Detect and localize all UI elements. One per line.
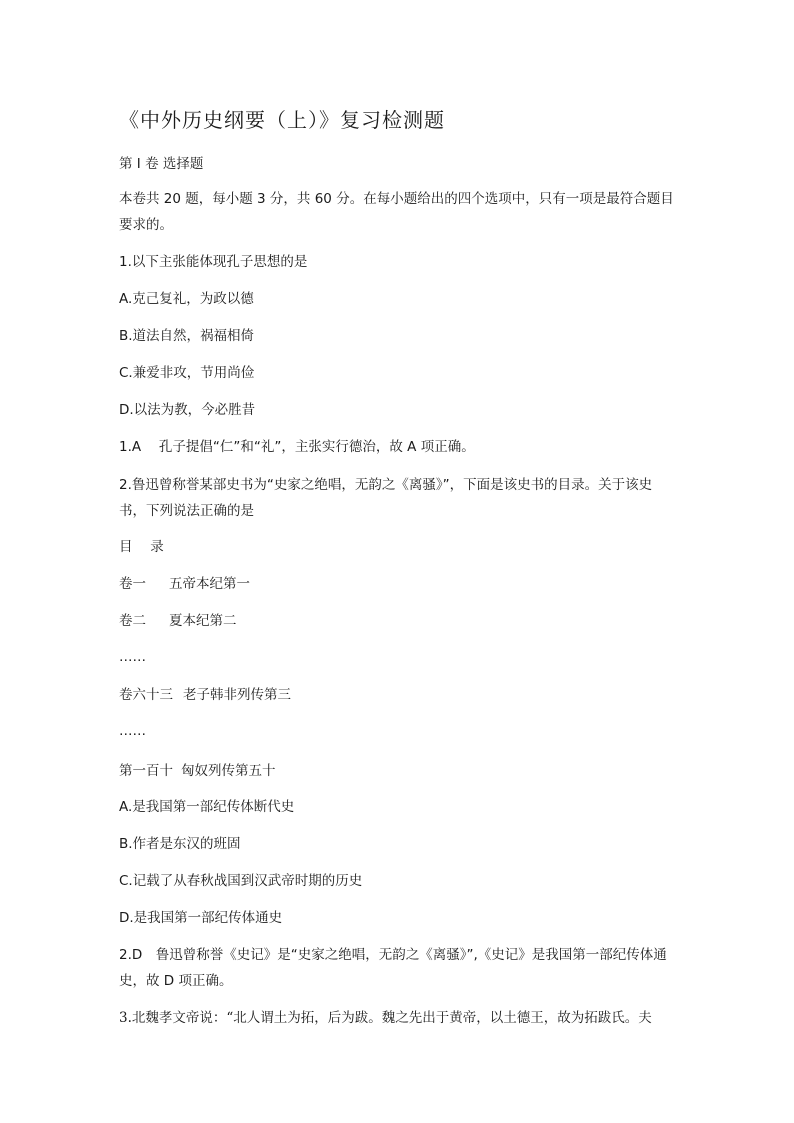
toc-row bbox=[119, 574, 250, 594]
toc-row-entry: 五帝本纪第一 bbox=[169, 576, 250, 592]
section-heading: 第 I 卷 选择题 bbox=[119, 156, 204, 172]
q1-option-b: B.道法自然，祸福相倚 bbox=[119, 328, 255, 344]
toc-row-entry: 匈奴列传第五十 bbox=[181, 763, 276, 779]
q1-option-c: C.兼爱非攻，节用尚俭 bbox=[119, 365, 255, 381]
toc-row-entry: 老子韩非列传第三 bbox=[183, 687, 291, 703]
q2-answer: 2.D 鲁迅曾称誉《史记》是“史家之绝唱，无韵之《离骚》”,《史记》是我国第一部纪传体通史，故 D 项正确。 bbox=[119, 947, 667, 989]
toc-row-label: 卷六十三 bbox=[119, 687, 173, 703]
q2-option-b: B.作者是东汉的班固 bbox=[119, 836, 241, 852]
toc-heading: 目 录 bbox=[119, 539, 164, 555]
toc-row bbox=[119, 611, 237, 631]
q3-stem: 3.北魏孝文帝说：“北人谓土为拓，后为跋。魏之先出于黄帝，以土德王，故为拓跋氏。夫 bbox=[119, 1010, 652, 1026]
toc-row-label: 卷二 bbox=[119, 613, 146, 629]
toc-row bbox=[119, 685, 291, 705]
q1-option-d: D.以法为教，今必胜昔 bbox=[119, 402, 256, 418]
toc-row bbox=[119, 761, 276, 781]
instructions-paragraph: 本卷共 20 题，每小题 3 分，共 60 分。在每小题给出的四个选项中，只有一项是最符合题目要求的。 bbox=[119, 191, 674, 233]
q1-option-a: A.克己复礼，为政以德 bbox=[119, 291, 254, 307]
toc-row-entry: 夏本纪第二 bbox=[169, 613, 237, 629]
q2-option-a: A.是我国第一部纪传体断代史 bbox=[119, 799, 295, 815]
toc-ellipsis: …… bbox=[119, 723, 146, 739]
document-title: 《中外历史纲要（上）》复习检测题 bbox=[119, 108, 445, 132]
toc-row-label: 第一百十 bbox=[119, 763, 173, 779]
q2-option-d: D.是我国第一部纪传体通史 bbox=[119, 910, 283, 926]
q2-stem: 2.鲁迅曾称誉某部史书为“史家之绝唱，无韵之《离骚》”，下面是该史书的目录。关于该史书，下列说法正确的是 bbox=[119, 477, 653, 519]
q2-option-c: C.记载了从春秋战国到汉武帝时期的历史 bbox=[119, 873, 363, 889]
toc-row-label: 卷一 bbox=[119, 576, 146, 592]
q1-stem: 1.以下主张能体现孔子思想的是 bbox=[119, 254, 308, 270]
q1-answer: 1.A 孔子提倡“仁”和“礼”，主张实行德治，故 A 项正确。 bbox=[119, 439, 475, 455]
toc-ellipsis: …… bbox=[119, 649, 146, 665]
